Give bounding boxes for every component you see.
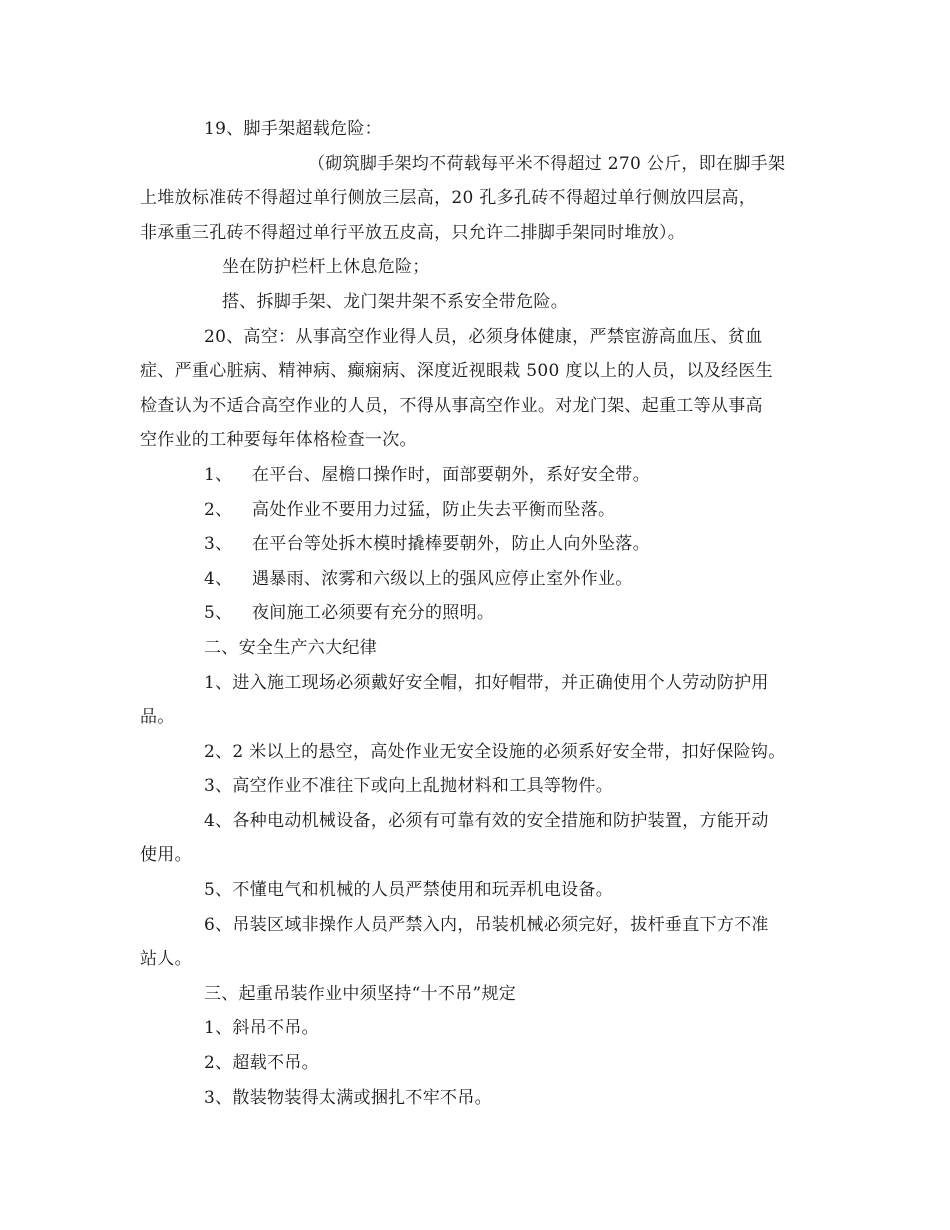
item-19-note-line-1: （砌筑脚手架均不荷载每平米不得超过 270 公斤，即在脚手架 <box>308 153 786 174</box>
discipline-2: 2、2 米以上的悬空，高处作业无安全设施的必须系好安全带，扣好保险钩。 <box>204 741 786 762</box>
section-3-heading: 三、起重吊装作业中须坚持“十不吊”规定 <box>204 983 517 1004</box>
high-work-rule-4 <box>140 562 812 597</box>
high-work-rule-3 <box>140 527 812 562</box>
discipline-4-line-1: 4、各种电动机械设备，必须有可靠有效的安全措施和防护装置，方能开动 <box>204 810 769 831</box>
lifting-rule-2: 2、超载不吊。 <box>204 1053 319 1074</box>
section-2-heading: 二、安全生产六大纪律 <box>204 637 377 658</box>
list-number: 4、 <box>204 568 233 589</box>
discipline-1-line-1: 1、进入施工现场必须戴好安全帽，扣好帽带，并正确使用个人劳动防护用 <box>204 672 769 693</box>
item-19-note-line-3: 非承重三孔砖不得超过单行平放五皮高，只允许二排脚手架同时堆放）。 <box>140 222 686 243</box>
lifting-rule-1: 1、斜吊不吊。 <box>204 1018 319 1039</box>
item-20-line-3: 检查认为不适合高空作业的人员，不得从事高空作业。对龙门架、起重工等从事高 <box>140 395 763 416</box>
list-text: 夜间施工必须要有充分的照明。 <box>252 603 495 624</box>
scaffold-belt-danger: 搭、拆脚手架、龙门架井架不系安全带危险。 <box>222 291 568 312</box>
item-19-heading: 19、脚手架超载危险： <box>204 119 382 139</box>
item-19-note-line-2: 上堆放标准砖不得超过单行侧放三层高，20 孔多孔砖不得超过单行侧放四层高， <box>140 188 757 209</box>
discipline-6-line-1: 6、吊装区域非操作人员严禁入内，吊装机械必须完好，拔杆垂直下方不准 <box>204 914 769 935</box>
discipline-6-line-2: 站人。 <box>140 949 192 970</box>
list-number: 5、 <box>204 603 233 624</box>
item-20-line-1: 20、高空：从事高空作业得人员，必须身体健康，严禁宦游高血压、贫血 <box>204 326 763 347</box>
item-20-line-2: 症、严重心脏病、精神病、癫痫病、深度近视眼栽 500 度以上的人员，以及经医生 <box>140 361 773 382</box>
discipline-4-line-2: 使用。 <box>140 845 192 866</box>
list-number: 1、 <box>204 464 233 485</box>
list-number: 2、 <box>204 499 233 520</box>
list-text: 遇暴雨、浓雾和六级以上的强风应停止室外作业。 <box>252 568 633 589</box>
discipline-5: 5、不懂电气和机械的人员严禁使用和玩弄机电设备。 <box>204 880 614 901</box>
list-text: 在平台、屋檐口操作时，面部要朝外，系好安全带。 <box>252 464 650 485</box>
list-number: 3、 <box>204 534 233 555</box>
high-work-rule-2 <box>140 493 812 528</box>
lifting-rule-3: 3、散装物装得太满或捆扎不牢不吊。 <box>204 1087 492 1108</box>
high-work-rule-5 <box>140 596 812 631</box>
list-text: 在平台等处拆木模时撬棒要朝外，防止人向外坠落。 <box>252 534 650 555</box>
discipline-1-line-2: 品。 <box>140 707 175 728</box>
item-20-line-4: 空作业的工种要每年体格检查一次。 <box>140 430 417 451</box>
discipline-3: 3、高空作业不准往下或向上乱抛材料和工具等物件。 <box>204 776 614 797</box>
high-work-rule-1 <box>140 458 812 493</box>
document-page <box>140 112 812 1115</box>
guardrail-rest-danger: 坐在防护栏杆上休息危险； <box>222 257 430 278</box>
list-text: 高处作业不要用力过猛，防止失去平衡而坠落。 <box>252 499 616 520</box>
